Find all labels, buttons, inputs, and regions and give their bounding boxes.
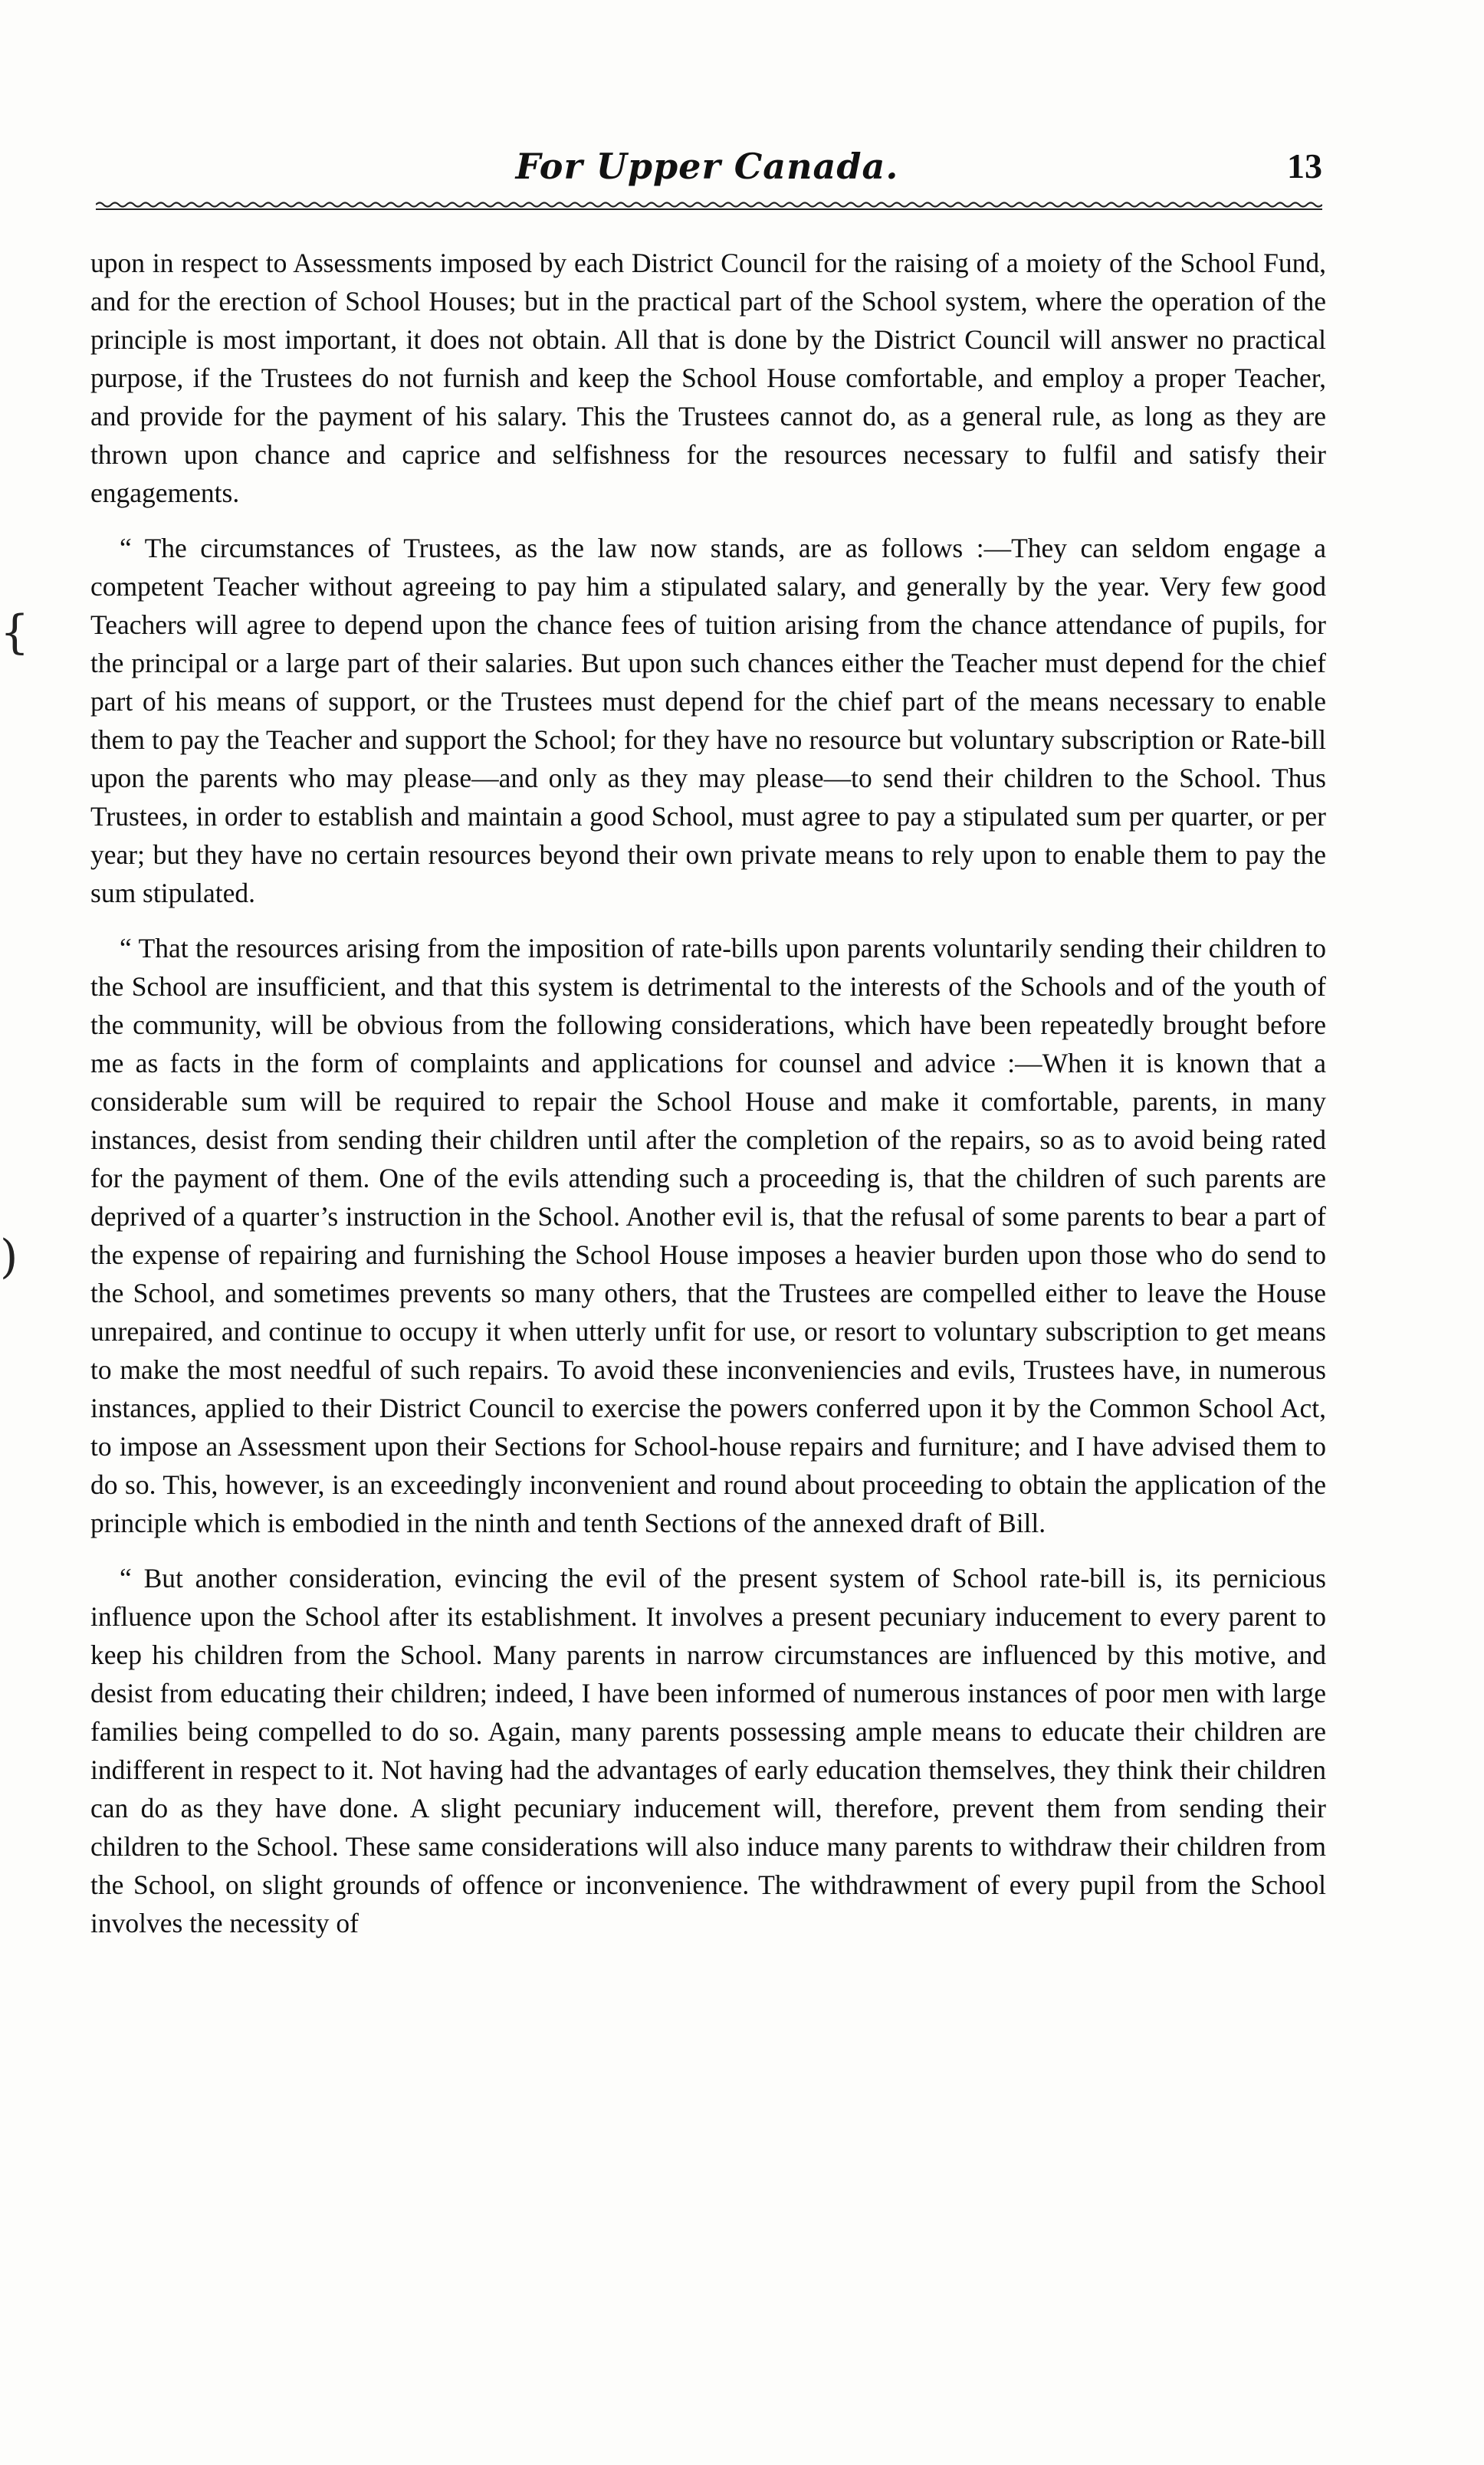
paragraph: upon in respect to Assessments imposed by each District Council for the raising of a moiety of the School Fund, and for the erection of School Houses; but in the practical part of the School system, where the operation of the principle is most important, it does not obtain. All that is done by the District Council will answer no practical purpose, if the Trustees do not furnish and keep the School House comfortable, and employ a proper Teacher, and provide for the payment of his salary. This the Trustees cannot do, as a general rule, as long as they are thrown upon chance and caprice and selfishness for the resources necessary to fulfil and satisfy their engagements. <box>90 248 1326 508</box>
paragraph: “ The circumstances of Trustees, as the law now stands, are as follows :—They can seldom engage a competent Teacher without agreeing to pay him a stipulated salary, and generally by the year. Very few good Teachers will agree to depend upon the chance fees of tuition arising from the chance attendance of pupils, for the principal or a large part of their salaries. But upon such chances either the Teacher must depend for the chief part of his means of support, or the Trustees must depend for the chief part of the means necessary to enable them to pay the Teacher and support the School; for they have no resource but voluntary subscription or Rate-bill upon the parents who may please—and only as they may please—to send their children to the School. Thus Trustees, in order to establish and maintain a good School, must agree to pay a stipulated sum per quarter, or per year; but they have no certain resources beyond their own private means to rely upon to enable them to pay the sum stipulated. <box>90 533 1326 908</box>
page-header <box>92 146 1322 207</box>
bracket-mark-icon: { <box>0 606 30 659</box>
page-number: 13 <box>1287 146 1322 185</box>
bracket-mark-icon: ) <box>0 1230 18 1284</box>
paragraph: “ That the resources arising from the imposition of rate-bills upon parents voluntarily sending their children to the School are insufficient, and that this system is detrimental to the interests of the Schools and of the youth of the community, will be obvious from the following considerations, which have been repeatedly brought before me as facts in the form of complaints and applications for counsel and advice :—When it is known that a considerable sum will be required to repair the School House and make it comfortable, parents, in many instances, desist from sending their children until after the completion of the repairs, so as to avoid being rated for the payment of them. One of the evils attending such a proceeding is, that the children of such parents are deprived of a quarter’s instruction in the School. Another evil is, that the refusal of some parents to bear a part of the expense of repairing and furnishing the School House imposes a heavier burden upon those who do send to the School, and sometimes prevents so many others, that the Trustees are compelled either to leave the House unrepaired, and continue to occupy it when utterly unfit for use, or resort to voluntary subscription to get means to make the most needful of such repairs. To avoid these inconveniencies and evils, Trustees have, in numerous instances, applied to their District Council to exercise the powers conferred upon it by the Common School Act, to impose an Assessment upon their Sections for School-house repairs and furniture; and I have advised them to do so. This, however, is an exceedingly inconvenient and round about proceeding to obtain the application of the principle which is embodied in the ninth and tenth Sections of the annexed draft of Bill. <box>90 933 1326 1538</box>
body-text <box>90 244 1326 1959</box>
paragraph: “ But another consideration, evincing the evil of the present system of School rate-bill is, its pernicious influence upon the School after its establishment. It involves a present pecuniary inducement to every parent to keep his children from the School. Many parents in narrow circumstances are influenced by this motive, and desist from educating their children; indeed, I have been informed of numerous instances of poor men with large families being compelled to do so. Again, many parents possessing ample means to educate their children are indifferent in respect to it. Not having had the advantages of early education themselves, they think their children can do as they have done. A slight pecuniary inducement will, therefore, prevent them from sending their children to the School. These same considerations will also induce many parents to withdraw their children from the School, on slight grounds of offence or inconvenience. The withdrawment of every pupil from the School involves the necessity of <box>90 1563 1326 1938</box>
wavy-rule-icon <box>96 201 1322 212</box>
running-title: For Upper Canada. <box>515 146 899 187</box>
